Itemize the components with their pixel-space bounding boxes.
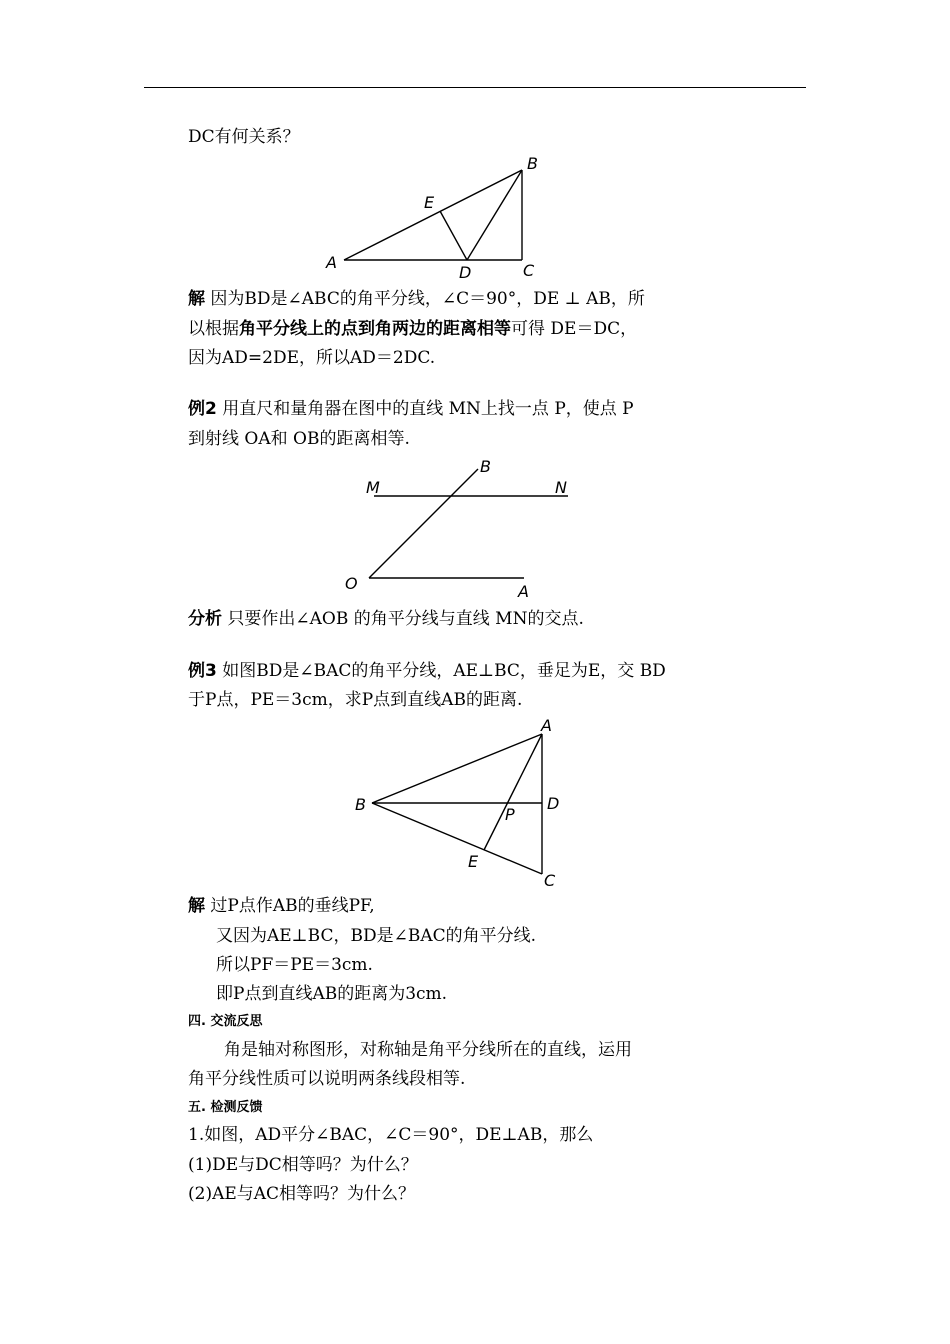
figure-triangle-bac [350,712,570,892]
label-e: E [468,852,479,871]
segment-ae [484,734,542,850]
label-c: C [523,261,535,280]
label-o: O [345,574,358,593]
ray-ob [369,469,478,578]
text-line-10: 解 过P点作AB的垂线PF, [188,896,375,916]
label-b: B [527,154,538,173]
label-a: A [518,582,529,601]
label-d: D [547,794,560,813]
label-b: B [480,457,491,476]
section-heading-4: 四. 交流反思 [188,1014,263,1029]
segment-ed [440,211,467,260]
text-line-2: 解 因为BD是∠ABC的角平分线，∠C＝90°，DE ⊥ AB，所 [188,289,645,309]
segment-ba [372,734,542,803]
figure-angle-aob [340,452,580,602]
text-line-14: 角是轴对称图形，对称轴是角平分线所在的直线，运用 [224,1040,632,1060]
label-c: C [544,871,556,890]
text-line-7: 分析 只要作出∠AOB 的角平分线与直线 MN的交点. [188,609,584,629]
text-line-8: 例3 如图BD是∠BAC的角平分线，AE⊥BC，垂足为E，交 BD [188,661,666,681]
text-line-17: (1)DE与DC相等吗？为什么？ [188,1155,418,1175]
text-line-16: 1.如图，AD平分∠BAC，∠C＝90°，DE⊥AB，那么 [188,1125,594,1145]
label-m: M [366,478,380,497]
label-b: B [355,795,366,814]
label-e: E [424,193,435,212]
text-line-6: 到射线 OA和 OB的距离相等. [188,429,410,449]
text-line-18: (2)AE与AC相等吗？为什么？ [188,1184,416,1204]
label-a: A [326,253,337,272]
text-line-1: DC有何关系？ [188,127,300,147]
text-line-12: 所以PF＝PE＝3cm. [216,955,373,975]
segment-bc [372,803,542,874]
header-rule [144,87,806,88]
figure-triangle-abc [320,150,550,280]
label-p: P [505,805,515,824]
text-line-13: 即P点到直线AB的距离为3cm. [216,984,448,1004]
text-line-11: 又因为AE⊥BC，BD是∠BAC的角平分线. [216,926,537,946]
text-line-3: 以根据角平分线上的点到角两边的距离相等可得 DE＝DC， [188,319,638,339]
text-line-9: 于P点，PE＝3cm，求P点到直线AB的距离. [188,690,523,710]
label-n: N [555,478,567,497]
label-d: D [459,263,472,280]
text-line-5: 例2 用直尺和量角器在图中的直线 MN上找一点 P，使点 P [188,399,634,419]
label-a: A [541,716,552,735]
section-heading-5: 五. 检测反馈 [188,1100,263,1115]
text-line-15: 角平分线性质可以说明两条线段相等. [188,1069,466,1089]
text-line-4: 因为AD=2DE，所以AD＝2DC. [188,348,436,368]
